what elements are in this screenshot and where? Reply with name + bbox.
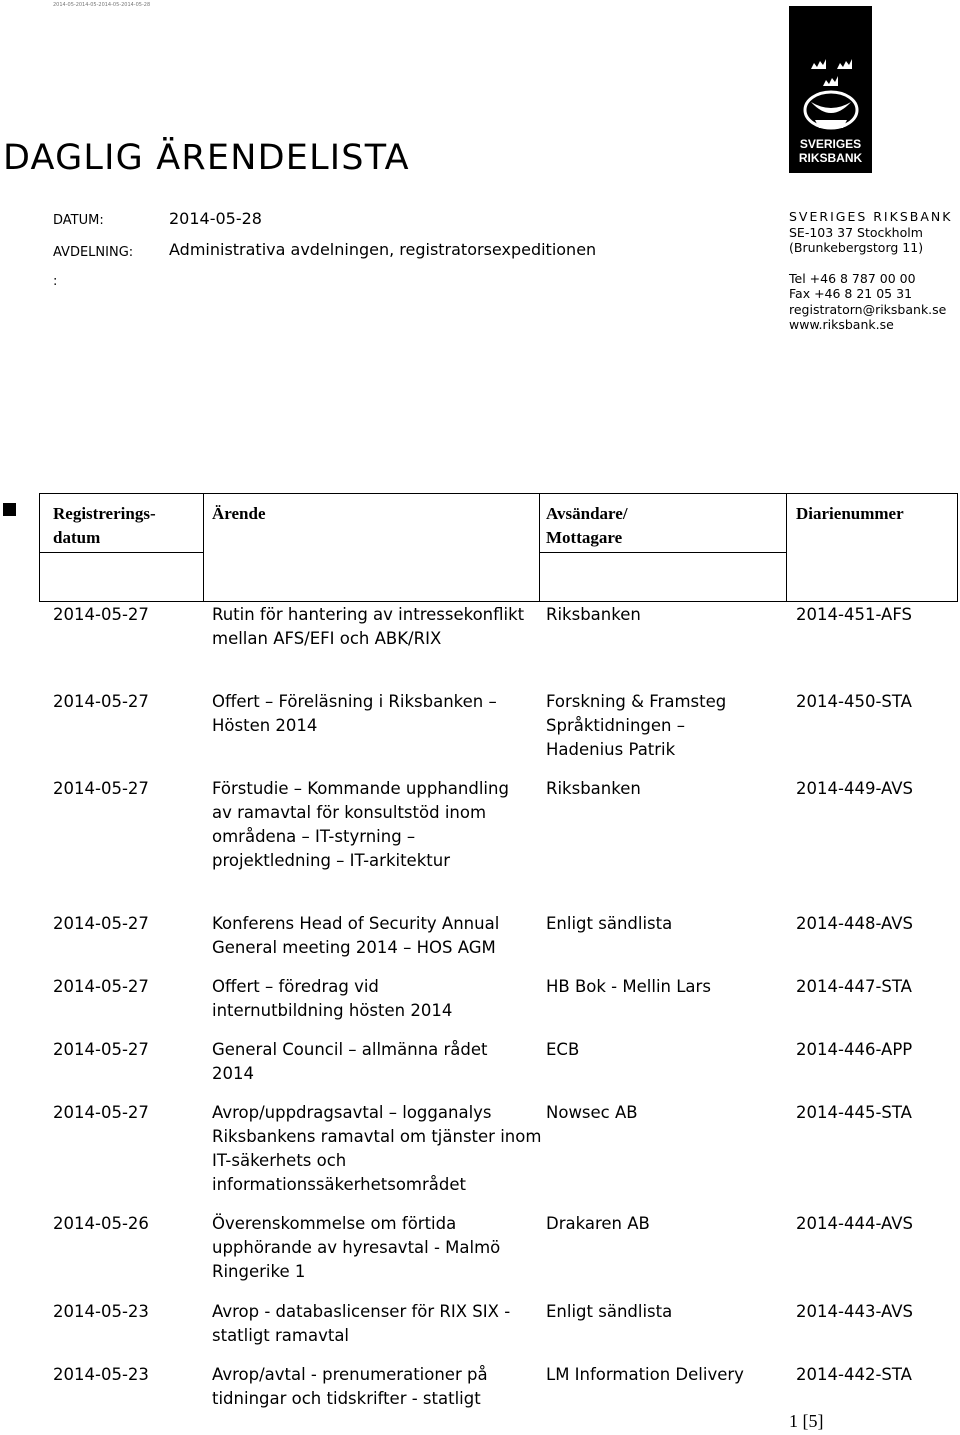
address-street: (Brunkebergstorg 11) — [789, 240, 924, 255]
row-date: 2014-05-26 — [53, 1214, 149, 1233]
row-subject: Offert – föredrag vid internutbildning hösten 2014 — [212, 977, 453, 1020]
row-subject: Avrop - databaslicenser för RIX SIX - statligt ramavtal — [212, 1302, 511, 1345]
grid-top — [39, 493, 958, 494]
row-party: Riksbanken — [546, 605, 641, 624]
row-date: 2014-05-27 — [53, 692, 149, 711]
logo-line1: SVERIGES — [799, 137, 862, 151]
grid-bottom — [39, 601, 958, 602]
address-tel: Tel +46 8 787 00 00 — [789, 270, 916, 286]
date-value: 2014-05-28 — [169, 209, 262, 228]
row-party: HB Bok - Mellin Lars — [546, 977, 711, 996]
row-party: LM Information Delivery — [546, 1365, 744, 1384]
grid-v4 — [786, 493, 787, 601]
row-subject: Förstudie – Kommande upphandling av ramavtal för konsultstöd inom områdena – IT-styrning – projektledning – IT-arkitektur — [212, 779, 509, 870]
address-web: www.riksbank.se — [789, 317, 894, 332]
row-ref: 2014-448-AVS — [796, 914, 914, 933]
grid-v1 — [39, 493, 40, 601]
row-party: Drakaren AB — [546, 1214, 650, 1233]
row-ref: 2014-445-STA — [796, 1103, 912, 1122]
row-ref: 2014-450-STA — [796, 692, 912, 711]
row-date: 2014-05-23 — [53, 1365, 149, 1384]
date-label: DATUM: — [53, 213, 104, 228]
row-subject: General Council – allmänna rådet 2014 — [212, 1040, 488, 1083]
address-postal: SE-103 37 Stockholm — [789, 224, 923, 240]
grid-v3 — [539, 493, 540, 601]
header-ref: Diarienummer — [796, 504, 904, 523]
row-party: ECB — [546, 1040, 580, 1059]
print-stamp: 2014-05-2014-05-2014-05-2014-05-28 — [53, 2, 151, 8]
row-party: Nowsec AB — [546, 1103, 638, 1122]
row-subject: Avrop/avtal - prenumerationer på tidningar och tidskrifter - statligt — [212, 1365, 488, 1408]
row-subject: Överenskommelse om förtida upphörande av hyresavtal - Malmö Ringerike 1 — [212, 1214, 501, 1281]
department-value: Administrativa avdelningen, registratorsexpeditionen — [169, 240, 597, 259]
header-reg-date-2: datum — [53, 528, 101, 547]
row-ref: 2014-443-AVS — [796, 1302, 914, 1321]
row-date: 2014-05-27 — [53, 914, 149, 933]
row-date: 2014-05-27 — [53, 1040, 149, 1059]
row-subject: Konferens Head of Security Annual General meeting 2014 – HOS AGM — [212, 914, 500, 957]
row-party: Riksbanken — [546, 779, 641, 798]
row-party: Enligt sändlista — [546, 1302, 673, 1321]
row-ref: 2014-451-AFS — [796, 605, 912, 624]
riksbank-logo — [789, 6, 872, 173]
row-ref: 2014-444-AVS — [796, 1214, 914, 1233]
row-date: 2014-05-23 — [53, 1302, 149, 1321]
row-subject: Avrop/uppdragsavtal – logganalys Riksbankens ramavtal om tjänster inom IT-säkerhets och informationssäkerhetsområdet — [212, 1103, 542, 1194]
department-label: AVDELNING: — [53, 245, 134, 260]
row-date: 2014-05-27 — [53, 1103, 149, 1122]
row-ref: 2014-449-AVS — [796, 779, 914, 798]
row-ref: 2014-446-APP — [796, 1040, 913, 1059]
section-marker — [3, 503, 16, 516]
header-subject: Ärende — [212, 504, 266, 523]
page-title: DAGLIG ÄRENDELISTA — [3, 138, 410, 178]
row-date: 2014-05-27 — [53, 779, 149, 798]
address-fax: Fax +46 8 21 05 31 — [789, 286, 913, 301]
grid-v2 — [203, 493, 204, 601]
grid-v5 — [957, 493, 958, 601]
address-block — [789, 209, 952, 333]
header-reg-date-1: Registrerings- — [53, 504, 156, 523]
row-party: Forskning & Framsteg Språktidningen – Hadenius Patrik — [546, 692, 727, 759]
header-party-1: Avsändare/ — [546, 504, 628, 523]
address-org: SVERIGES RIKSBANK — [789, 209, 953, 224]
page-number: 1 [5] — [789, 1411, 824, 1431]
row-ref: 2014-447-STA — [796, 977, 912, 996]
logo-line2: RIKSBANK — [798, 151, 863, 165]
grid-sub1 — [39, 552, 203, 553]
row-subject: Offert – Föreläsning i Riksbanken – Hösten 2014 — [212, 692, 497, 735]
grid-sub2 — [539, 552, 786, 553]
address-email: registratorn@riksbank.se — [789, 301, 947, 317]
row-ref: 2014-442-STA — [796, 1365, 912, 1384]
row-party: Enligt sändlista — [546, 914, 673, 933]
row-subject: Rutin för hantering av intressekonflikt mellan AFS/EFI och ABK/RIX — [212, 605, 525, 648]
header-party-2: Mottagare — [546, 528, 623, 547]
row-date: 2014-05-27 — [53, 605, 149, 624]
row-date: 2014-05-27 — [53, 977, 149, 996]
meta-colon: : — [53, 274, 58, 289]
